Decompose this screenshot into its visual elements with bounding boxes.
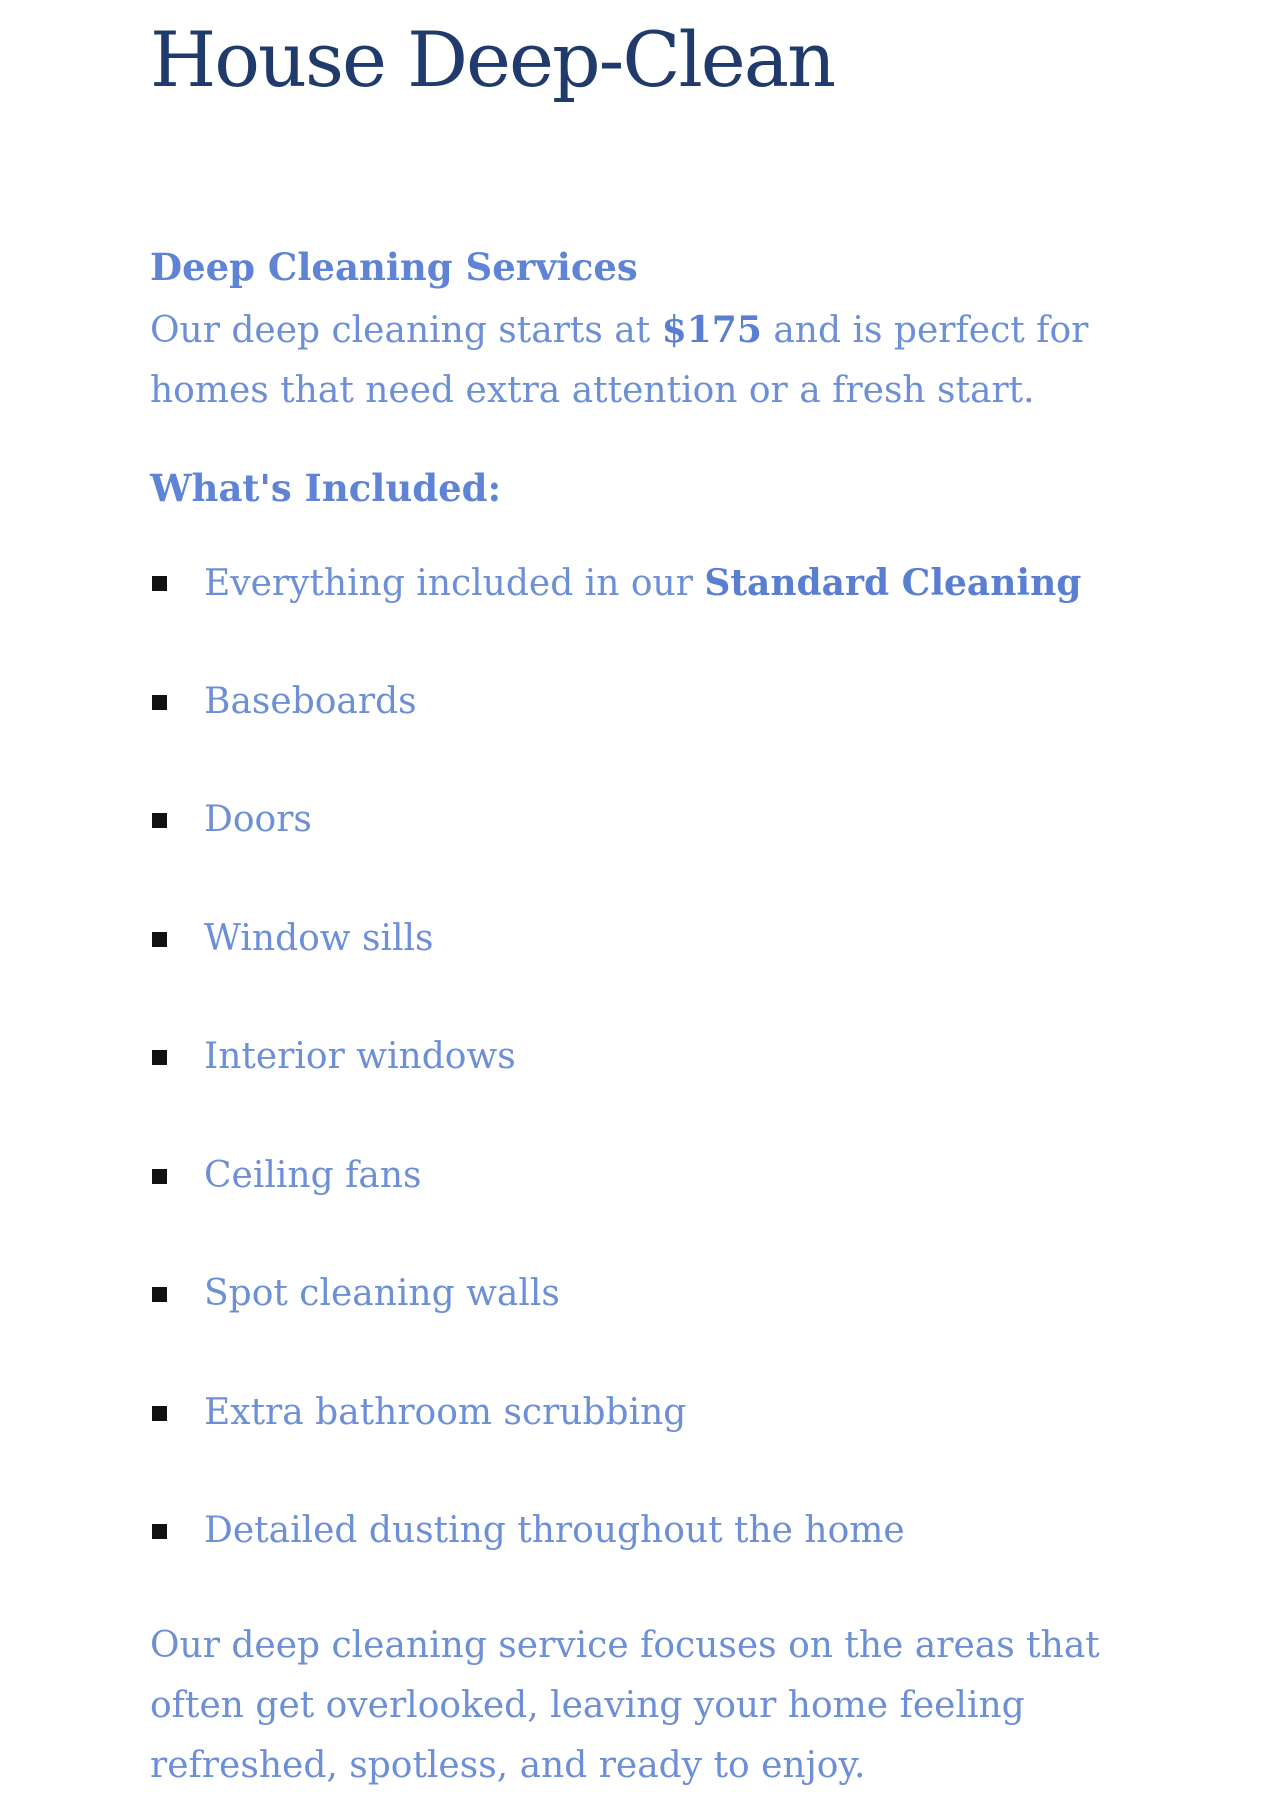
list-item-label: Ceiling fans xyxy=(204,1154,422,1196)
square-bullet-icon xyxy=(152,813,167,828)
square-bullet-icon xyxy=(152,576,167,591)
list-item-label: Doors xyxy=(204,799,312,840)
list-item-label: Extra bathroom scrubbing xyxy=(204,1391,687,1433)
price-value: $175 xyxy=(661,309,762,351)
section-heading-deep-cleaning: Deep Cleaning Services xyxy=(150,245,638,289)
list-item-detailed-dusting xyxy=(150,1507,1170,1626)
list-item-window-sills xyxy=(150,915,1170,1034)
intro-text-start: Our deep cleaning starts at xyxy=(150,310,662,351)
list-item-label: Spot cleaning walls xyxy=(204,1273,560,1314)
list-item-baseboards xyxy=(150,678,1170,797)
list-item-label: Everything included in our xyxy=(204,563,705,604)
list-item-label: Window sills xyxy=(204,917,434,959)
square-bullet-icon xyxy=(152,932,167,947)
standard-cleaning-link[interactable]: Standard Cleaning xyxy=(704,562,1082,604)
list-item-doors xyxy=(150,796,1170,915)
closing-paragraph: Our deep cleaning service focuses on the areas that often get overlooked, leaving your home feeling refreshed, spotless, and ready to enjoy. xyxy=(150,1624,1100,1786)
included-list xyxy=(150,559,1170,1626)
included-heading: What's Included: xyxy=(150,466,502,510)
list-item-standard-cleaning xyxy=(150,559,1170,678)
intro-text-end: and is perfect for homes that need extra attention or a fresh start. xyxy=(150,310,1089,411)
intro-paragraph xyxy=(150,300,1160,421)
list-item-label: Detailed dusting throughout the home xyxy=(204,1510,905,1551)
list-item-interior-windows xyxy=(150,1033,1170,1152)
square-bullet-icon xyxy=(152,1524,167,1539)
list-item-spot-cleaning-walls xyxy=(150,1270,1170,1389)
page-content xyxy=(150,0,1170,1796)
page-title: House Deep-Clean xyxy=(150,15,835,104)
list-item-extra-bathroom-scrubbing xyxy=(150,1389,1170,1508)
square-bullet-icon xyxy=(152,1169,167,1184)
list-item-label: Interior windows xyxy=(204,1036,516,1077)
list-item-ceiling-fans xyxy=(150,1152,1170,1271)
list-item-label: Baseboards xyxy=(204,680,417,722)
square-bullet-icon xyxy=(152,695,167,710)
square-bullet-icon xyxy=(152,1287,167,1302)
square-bullet-icon xyxy=(152,1406,167,1421)
square-bullet-icon xyxy=(152,1050,167,1065)
